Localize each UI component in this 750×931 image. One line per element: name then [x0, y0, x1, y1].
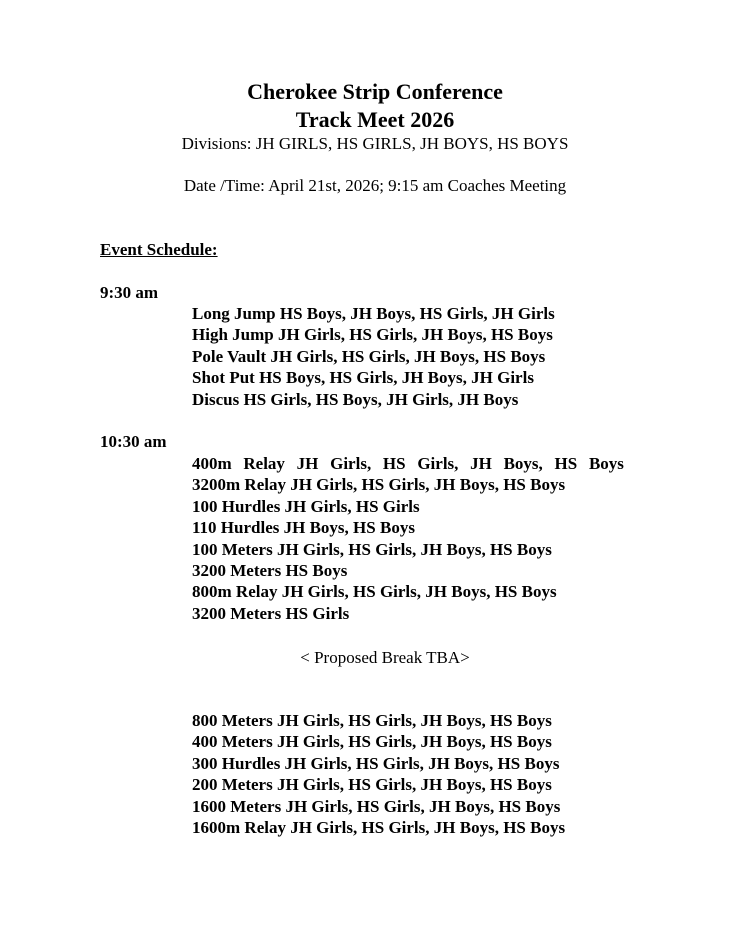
list-item: 3200 Meters HS Girls: [192, 603, 350, 623]
list-item: High Jump JH Girls, HS Girls, JH Boys, HS Boys: [192, 325, 553, 345]
justified-word: HS: [382, 454, 406, 473]
time-label-1030: 10:30 am: [100, 432, 167, 451]
event-list-afternoon: [192, 710, 565, 838]
justified-word: HS: [554, 454, 578, 473]
list-item: 3200 Meters HS Boys: [192, 561, 348, 581]
justified-word: Boys,: [503, 454, 543, 473]
list-item: 800m Relay JH Girls, HS Girls, JH Boys, HS Boys: [192, 582, 557, 602]
justified-word: Girls,: [330, 454, 372, 473]
proposed-break-note: < Proposed Break TBA>: [300, 648, 470, 667]
list-item: 3200m Relay JH Girls, HS Girls, JH Boys, HS Boys: [192, 475, 566, 495]
event-list-1030: [192, 453, 624, 624]
list-item-justified: [192, 453, 624, 474]
list-item: 110 Hurdles JH Boys, HS Boys: [192, 518, 415, 538]
list-item: Long Jump HS Boys, JH Boys, HS Girls, JH Girls: [192, 304, 555, 323]
list-item: 200 Meters JH Girls, HS Girls, JH Boys, HS Boys: [192, 775, 552, 795]
event-list-930: [192, 303, 555, 410]
divisions-line: Divisions: JH GIRLS, HS GIRLS, JH BOYS, HS BOYS: [181, 134, 569, 153]
list-item: 800 Meters JH Girls, HS Girls, JH Boys, HS Boys: [192, 711, 552, 730]
list-item: Discus HS Girls, HS Boys, JH Girls, JH Boys: [192, 389, 519, 409]
justified-word: JH: [470, 454, 492, 473]
list-item: 1600 Meters JH Girls, HS Girls, JH Boys, HS Boys: [192, 796, 561, 816]
document-title-line2: Track Meet 2026: [295, 107, 455, 132]
justified-word: Boys: [588, 454, 624, 473]
justified-word: Girls,: [417, 454, 459, 473]
list-item: 400 Meters JH Girls, HS Girls, JH Boys, HS Boys: [192, 732, 552, 752]
list-item: 300 Hurdles JH Girls, HS Girls, JH Boys, HS Boys: [192, 753, 560, 773]
date-time-line: Date /Time: April 21st, 2026; 9:15 am Coaches Meeting: [183, 176, 567, 195]
justified-word: 400m: [192, 454, 232, 473]
justified-word: Relay: [243, 454, 285, 473]
time-label-930: 9:30 am: [100, 283, 159, 302]
list-item: 100 Meters JH Girls, HS Girls, JH Boys, HS Boys: [192, 539, 552, 559]
list-item: 1600m Relay JH Girls, HS Girls, JH Boys, HS Boys: [192, 818, 566, 838]
event-schedule-heading: Event Schedule:: [100, 240, 218, 259]
justified-word: JH: [296, 454, 319, 473]
list-item: 100 Hurdles JH Girls, HS Girls: [192, 496, 420, 516]
document-title-line1: Cherokee Strip Conference: [247, 79, 503, 104]
list-item: Shot Put HS Boys, HS Girls, JH Boys, JH Girls: [192, 368, 534, 388]
list-item: Pole Vault JH Girls, HS Girls, JH Boys, HS Boys: [192, 346, 546, 366]
